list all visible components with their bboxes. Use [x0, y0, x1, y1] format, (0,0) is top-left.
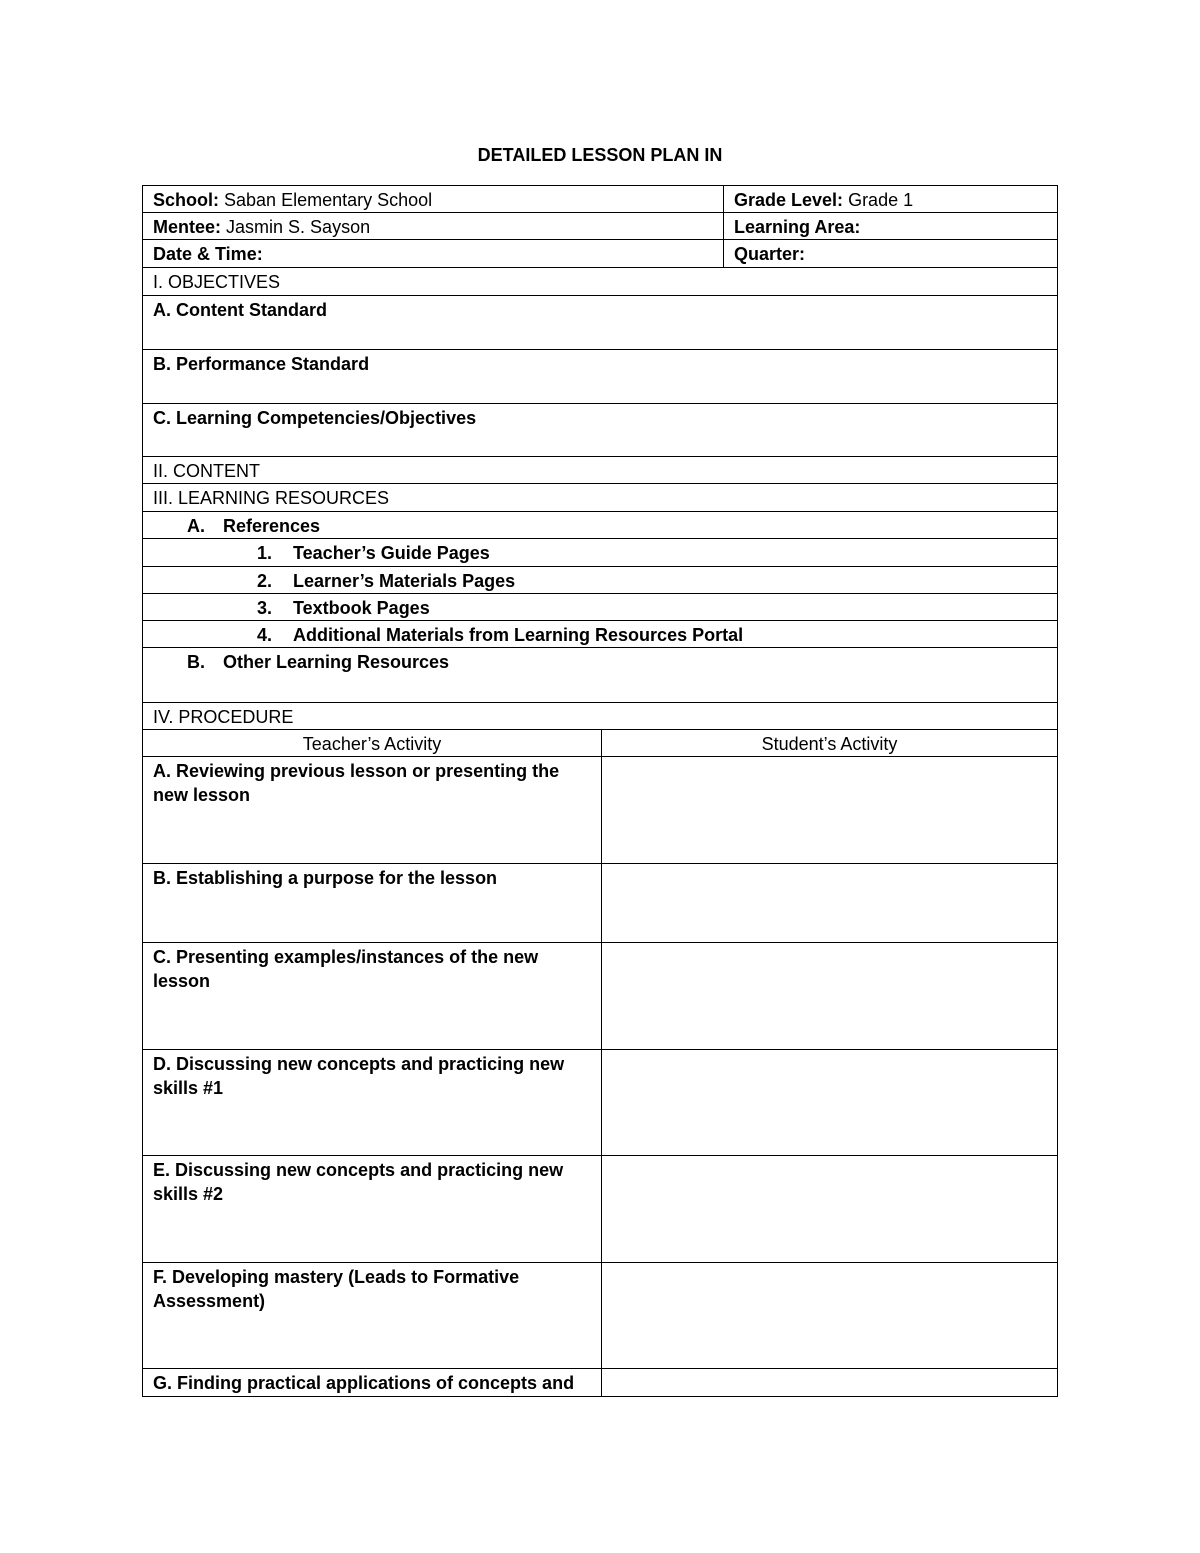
student-activity-cell — [601, 1369, 1057, 1396]
competencies-label: C. Learning Competencies/Objectives — [153, 408, 477, 428]
student-activity-cell — [601, 864, 1057, 942]
content-standard-label: A. Content Standard — [153, 300, 327, 320]
resource-item-number: 2. — [257, 571, 273, 591]
procedure-step-row — [142, 1050, 1058, 1156]
student-activity-cell — [601, 943, 1057, 1049]
references-label: References — [223, 516, 321, 536]
mentee-label: Mentee: — [153, 217, 222, 237]
school-cell — [143, 186, 723, 212]
procedure-step-label: C. Presenting examples/instances of the new lesson — [153, 947, 539, 991]
mentee-value: Jasmin S. Sayson — [226, 217, 371, 237]
teacher-activity-header: Teacher’s Activity — [302, 734, 442, 754]
references-marker: A. — [187, 516, 205, 536]
quarter-cell — [723, 240, 1057, 267]
resource-item-row — [142, 539, 1058, 567]
other-resources-row — [142, 648, 1058, 703]
content-heading: II. CONTENT — [153, 461, 260, 481]
page-title: DETAILED LESSON PLAN IN — [477, 145, 723, 165]
area-label: Learning Area: — [734, 217, 861, 237]
header-row-school — [142, 185, 1058, 213]
procedure-step-label: E. Discussing new concepts and practicing new skills #2 — [153, 1160, 564, 1204]
resource-item-row — [142, 621, 1058, 648]
resource-item-label: Additional Materials from Learning Resources Portal — [293, 625, 744, 645]
content-heading-row — [142, 457, 1058, 484]
grade-cell — [723, 186, 1057, 212]
student-activity-cell — [601, 1156, 1057, 1262]
procedure-step-label: D. Discussing new concepts and practicing new skills #1 — [153, 1054, 565, 1098]
objectives-heading: I. OBJECTIVES — [153, 272, 281, 292]
student-activity-cell — [601, 1050, 1057, 1155]
grade-value: Grade 1 — [848, 190, 914, 210]
student-activity-cell — [601, 1263, 1057, 1368]
performance-standard-row — [142, 350, 1058, 404]
resource-item-label: Textbook Pages — [293, 598, 430, 618]
procedure-step-row — [142, 1263, 1058, 1369]
procedure-step-label: G. Finding practical applications of concepts and — [153, 1373, 575, 1393]
header-row-mentee — [142, 213, 1058, 240]
other-resources-marker: B. — [187, 652, 205, 672]
mentee-cell — [143, 213, 723, 239]
procedure-columns-row — [142, 730, 1058, 757]
procedure-step-row — [142, 757, 1058, 864]
resource-item-label: Teacher’s Guide Pages — [293, 543, 490, 563]
procedure-step-label: F. Developing mastery (Leads to Formative Assessment) — [153, 1267, 520, 1311]
other-resources-label: Other Learning Resources — [223, 652, 450, 672]
resources-heading-row — [142, 484, 1058, 512]
resources-heading: III. LEARNING RESOURCES — [153, 488, 390, 508]
header-row-datetime — [142, 240, 1058, 268]
resource-item-row — [142, 594, 1058, 621]
student-activity-cell — [601, 757, 1057, 863]
resource-item-number: 4. — [257, 625, 273, 645]
procedure-step-row — [142, 1156, 1058, 1263]
performance-standard-label: B. Performance Standard — [153, 354, 370, 374]
student-activity-header: Student’s Activity — [601, 730, 1057, 756]
datetime-cell — [143, 240, 723, 267]
objectives-heading-row — [142, 268, 1058, 296]
references-row — [142, 512, 1058, 539]
procedure-step-row — [142, 1369, 1058, 1397]
resource-item-number: 3. — [257, 598, 273, 618]
resource-item-row — [142, 567, 1058, 594]
resource-item-label: Learner’s Materials Pages — [293, 571, 516, 591]
procedure-step-row — [142, 943, 1058, 1050]
procedure-heading-row — [142, 703, 1058, 730]
area-cell — [723, 213, 1057, 239]
grade-label: Grade Level: — [734, 190, 844, 210]
school-label: School: — [153, 190, 219, 210]
quarter-label: Quarter: — [734, 244, 806, 264]
procedure-step-row — [142, 864, 1058, 943]
datetime-label: Date & Time: — [153, 244, 263, 264]
procedure-heading: IV. PROCEDURE — [153, 707, 294, 727]
procedure-step-label: A. Reviewing previous lesson or presenting the new lesson — [153, 761, 560, 805]
school-value: Saban Elementary School — [224, 190, 433, 210]
competencies-row — [142, 404, 1058, 457]
content-standard-row — [142, 296, 1058, 350]
procedure-step-label: B. Establishing a purpose for the lesson — [153, 868, 498, 888]
resource-item-number: 1. — [257, 543, 273, 563]
